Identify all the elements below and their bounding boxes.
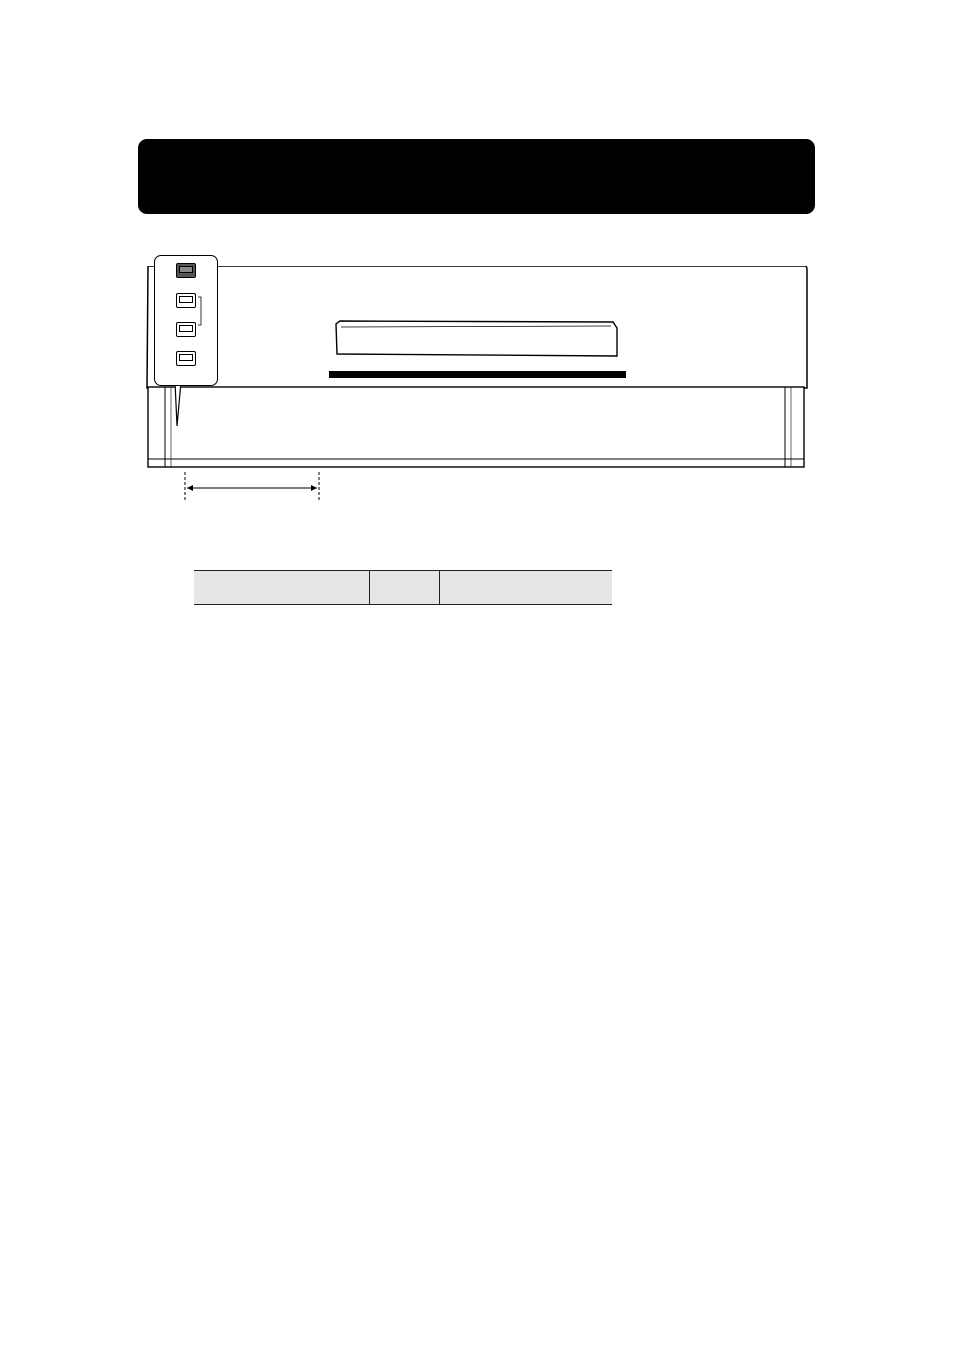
table-header-row: [194, 571, 612, 605]
bracket-icon: [197, 296, 207, 326]
header-key-pressed: [369, 571, 439, 605]
tone-table: [194, 570, 612, 605]
control-panel-callout: [154, 255, 218, 386]
metronome-button[interactable]: [176, 322, 196, 337]
panel-button[interactable]: [176, 351, 196, 366]
title-banner: [138, 139, 815, 214]
song-button[interactable]: [176, 293, 196, 308]
header-tone-right: [439, 571, 612, 605]
header-tone-left: [194, 571, 369, 605]
lid-slot: [329, 371, 626, 378]
piano-illustration: [145, 266, 810, 506]
tone-button[interactable]: [176, 263, 196, 278]
keyboard-case: [148, 387, 804, 467]
